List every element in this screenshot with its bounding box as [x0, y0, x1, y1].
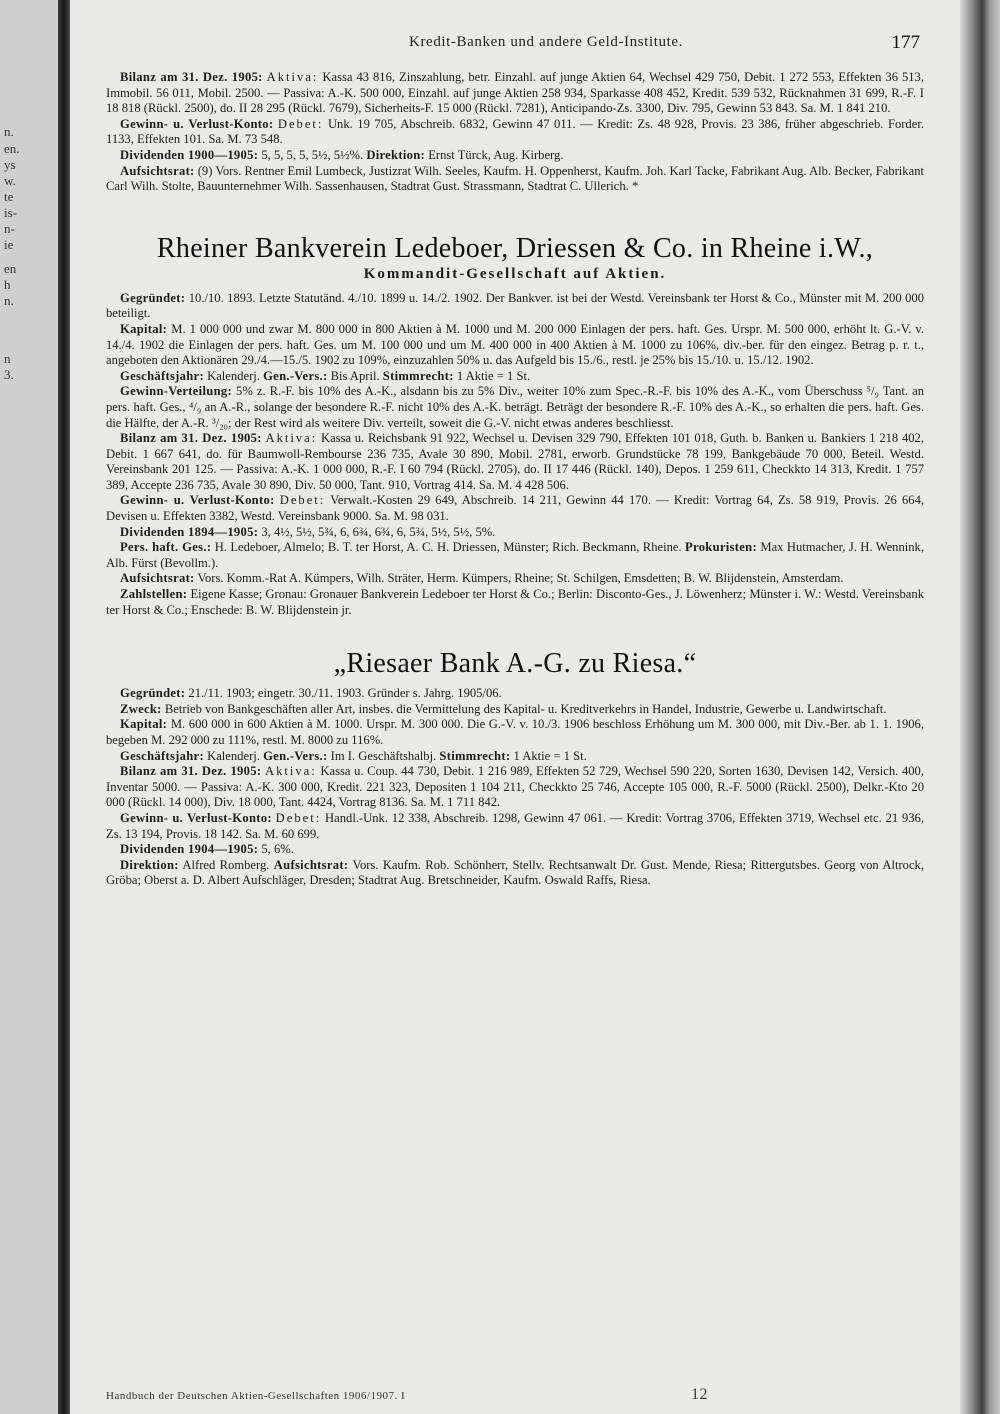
left-fragment: h [4, 277, 11, 292]
bilanz-paragraph [106, 431, 924, 493]
stimm-label: Stimmrecht: [439, 748, 511, 763]
left-fragment: w. [4, 173, 16, 188]
prok-text: Max Hutmacher, J. H. Wennink, Alb. Fürst (Bevollm.). [106, 540, 925, 570]
aufsicht-text: (9) Vors. Rentner Emil Lumbeck, Justizrat Wilh. Seeles, Kaufm. H. Oppenherst, Kaufm. Joh. Karl Tacke, Fabrikant Aug. Alb. Becker, Fabrikant Carl Wilh. Stolte, Bauunternehmer Wilh. Sassenhausen, Stadtrat Gust. Strassmann, Stadtrat C. Ullerich. * [106, 163, 924, 194]
gj-text: Kalenderj. [207, 748, 260, 763]
direktion-paragraph [106, 858, 924, 889]
left-fragment: ie [4, 237, 14, 252]
running-head: Kredit-Banken und andere Geld-Institute. [409, 34, 683, 50]
gegruendet-label: Gegründet: [120, 290, 186, 305]
div-text: 5, 6%. [261, 842, 294, 857]
aufsicht-text: Vors. Kaufm. Rob. Schönherr, Stellv. Rechtsanwalt Dr. Gust. Mende, Riesa; Rittergutsbes. Georg von Altrock, Gröba; Oberst a. D. Albert Aufschläger, Dresden; Stadtrat Aug. Bretschneider, Kaufm. Oswald Raffs, Riesa. [106, 857, 924, 888]
zahl-text: Eigene Kasse; Gronau: Gronauer Bankverein Ledeboer ter Horst & Co.; Berlin: Disconto-Ges., J. Löwenherz; Münster i. W.: Westd. Vereinsbank ter Horst & Co.; Enschede: B. W. Blijdenstein jr. [106, 587, 924, 617]
div-paragraph [106, 148, 924, 164]
gegruendet-paragraph [106, 686, 924, 702]
gj-paragraph [106, 369, 924, 385]
bilanz-label: Bilanz am 31. Dez. 1905: [120, 70, 263, 84]
gv-paragraph [106, 811, 924, 842]
div-text: 5, 5, 5, 5, 5½, 5½%. [261, 147, 364, 162]
entry-riesaer-bank [106, 648, 924, 889]
zweck-text: Betrieb von Bankgeschäften aller Art, insbes. die Vermittelung des Kapital- u. Kreditverkehrs in Handel, Industrie, Gewerbe u. Landwirtschaft. [164, 701, 887, 716]
entry-title: „Riesaer Bank A.-G. zu Riesa.“ [333, 648, 697, 680]
aufsicht-label: Aufsichtsrat: [120, 163, 195, 178]
gv-text: Unk. 19 705, Abschreib. 6832, Gewinn 47 011. — Kredit: Zs. 48 928, Provis. 23 386, früher abgeschrieb. Forder. 1133, Effekten 101. Sa. M. 73 548. [106, 116, 924, 147]
aufsicht-label: Aufsichtsrat: [273, 857, 349, 872]
gv-paragraph [106, 117, 924, 148]
kapital-text: M. 1 000 000 und zwar M. 800 000 in 800 Aktien à M. 1000 und M. 200 000 Einlagen der pers. haft. Ges. Urspr. M. 500 000, erhöht lt. G.-V. v. 14./4. 1902 die Einlagen der pers. haft. Ges. um M. 100 000 und um M. 400 000 in 400 Aktien à M. 1000 zu 106%, div.-ber. für den eingez. Betrag p. r. t., angeboten den Aktionären 29./4.—15./5. 1902 zu 109%, einzuzahlen 50% u. das Aufgeld bis 15./6., restl. je 25% bis 15./10. u. 15./12. 1902. [106, 321, 924, 368]
left-fragment: is- [4, 205, 17, 220]
zahl-paragraph [106, 587, 924, 618]
div-paragraph [106, 842, 924, 858]
aufsicht-paragraph [106, 164, 924, 195]
zweck-paragraph [106, 702, 924, 718]
bilanz-text: Kassa u. Coup. 44 730, Debit. 1 216 989, Effekten 52 729, Wechsel 590 220, Sorten 1630, Devisen 142, Versich. 400, Inventar 5000. — Passiva: A.-K. 300 000, Kredit. 221 323, Depositen 1 104 211, Checkkto 25 746, Accepte 105 000, R.-F. 5000 (Rückl. 2500), Delkr.-Kto 20 000 (Rückl. 14 000), Div. 18 000, Tant. 4424, Vortrag 8136. Sa. M. 1 711 842. [106, 764, 924, 810]
gv-label: Gewinn- u. Verlust-Konto: [120, 810, 272, 825]
left-fragment: n- [4, 221, 15, 236]
left-fragment: en. [4, 141, 20, 156]
left-fragment: n. [4, 293, 14, 308]
entry-continuation [106, 70, 924, 195]
gj-text: Kalenderj. [207, 368, 260, 383]
gegruendet-paragraph [106, 291, 924, 322]
prok-label: Prokuristen: [685, 540, 757, 555]
pers-text: H. Ledeboer, Almelo; B. T. ter Horst, A. C. H. Driessen, Münster; Rich. Beckmann, Rheine. [214, 540, 682, 555]
direktion-label: Direktion: [120, 857, 179, 872]
page-stack-edge [960, 0, 1000, 1414]
stimm-text: 1 Aktie = 1 St. [513, 748, 587, 763]
book-page [70, 0, 960, 1414]
gv-paragraph [106, 493, 924, 524]
direktion-text: Ernst Türck, Aug. Kirberg. [428, 147, 564, 162]
genvers-text: Im I. Geschäftshalbj. [330, 748, 437, 763]
kapital-text: M. 600 000 in 600 Aktien à M. 1000. Urspr. M. 300 000. Die G.-V. v. 10./3. 1906 beschloss Erhöhung um M. 300 000, mit Div.-Ber. ab 1. 1. 1906, begeben M. 292 000 zu 111%, restl. M. 8000 zu 116%. [106, 717, 924, 747]
left-fragment: en [4, 261, 17, 276]
kapital-paragraph [106, 322, 924, 369]
div-label: Dividenden 1900—1905: [120, 147, 259, 162]
zweck-label: Zweck: [120, 701, 162, 716]
bilanz-text: Kassa 43 816, Zinszahlung, betr. Einzahl. auf junge Aktien 64, Wechsel 429 750, Debit. 1 272 553, Effekten 36 513, Immobil. 56 011, Mobil. 2500. — Passiva: A.-K. 500 000, Einzahl. auf junge Aktien 258 934, Sparkasse 408 452, Kredit. 539 532, Rücknahmen 31 699, R.-F. I 18 818 (Rückl. 2500), do. II 28 295 (Rückl. 7679), Sicherheits-F. 15 000 (Rückl. 7281), Anticipando-Zs. 3300, Div. 795, Gewinn 53 843. Sa. M. 1 841 210. [106, 70, 924, 116]
aufsicht-text: Vors. Komm.-Rat A. Kümpers, Wilh. Sträter, Herm. Kümpers, Rheine; St. Schilgen, Emsdetten; B. W. Blijdenstein, Amsterdam. [197, 571, 844, 586]
gj-paragraph [106, 749, 924, 765]
entry-title: Rheiner Bankverein Ledeboer, Driessen & Co. in Rheine i.W., [156, 232, 874, 264]
genvers-text: Bis April. [330, 368, 380, 383]
stimm-label: Stimmrecht: [382, 368, 454, 383]
bilanz-text: Kassa u. Reichsbank 91 922, Wechsel u. Devisen 329 790, Effekten 101 018, Guth. b. Banken u. Bankiers 1 218 402, Debit. 1 667 641, do. für Baumwoll-Rembourse 236 735, Avale 30 890, Mobil. 2781, erworb. Grundstücke 78 199, Bankgebäude 70 000, Beteil. Westd. Vereinsbank 201 125. — Passiva: A.-K. 1 000 000, R.-F. I 60 794 (Rückl. 2705), do. II 17 446 (Rückl. 140), Depos. 1 259 611, Checkkto 14 313, Kredit. 1 757 389, Accepte 236 735, Avale 30 890, Div. 50 000, Tant. 910, Vortrag 414. Sa. M. 4 428 506. [106, 431, 924, 492]
gegruendet-label: Gegründet: [120, 686, 186, 701]
entry-rheiner-bankverein [106, 233, 924, 618]
left-fragment: n [4, 351, 11, 366]
div-text: 3, 4½, 5½, 5¾, 6, 6¾, 6¾, 6, 5¾, 5½, 5½, 5%. [261, 524, 496, 539]
debet-label: Debet: [275, 810, 322, 825]
bilanz-paragraph [106, 764, 924, 811]
book-gutter [58, 0, 70, 1414]
aktiva-label: Aktiva: [265, 431, 318, 446]
gv-text: Handl.-Unk. 12 338, Abschreib. 1298, Gewinn 47 061. — Kredit: Vortrag 3706, Effekten 3719, Wechsel etc. 21 936, Zs. 13 194, Provis. 18 142. Sa. M. 60 699. [106, 810, 925, 841]
stimm-text: 1 Aktie = 1 St. [456, 368, 531, 383]
entry-subtitle: Kommandit-Gesellschaft auf Aktien. [363, 265, 667, 282]
zahl-label: Zahlstellen: [120, 587, 188, 602]
debet-label: Debet: [277, 116, 324, 131]
div-paragraph [106, 525, 924, 541]
signature-mark: 12 [691, 1386, 708, 1403]
direktion-label: Direktion: [366, 147, 426, 162]
bilanz-paragraph [106, 70, 924, 117]
left-fragment: te [4, 189, 14, 204]
genvers-label: Gen.-Vers.: [263, 748, 328, 763]
aufsicht-paragraph [106, 571, 924, 587]
genvers-label: Gen.-Vers.: [263, 368, 328, 383]
page-body [106, 70, 924, 889]
gv-text: Verwalt.-Kosten 29 649, Abschreib. 14 211, Gewinn 44 170. — Kredit: Vortrag 64, Zs. 58 919, Provis. 26 664, Devisen u. Effekten 3382, Westd. Vereinsbank 9000. Sa. M. 98 031. [106, 493, 925, 524]
debet-label: Debet: [279, 493, 326, 508]
kapital-paragraph [106, 717, 924, 748]
gewv-paragraph [106, 384, 924, 431]
aufsicht-label: Aufsichtsrat: [120, 571, 195, 586]
direktion-text: Alfred Romberg. [182, 857, 270, 872]
footer-text: Handbuch der Deutschen Aktien-Gesellschaften 1906/1907. I [106, 1390, 406, 1402]
div-label: Dividenden 1904—1905: [120, 842, 259, 857]
bilanz-label: Bilanz am 31. Dez. 1905: [120, 764, 262, 779]
kapital-label: Kapital: [120, 321, 168, 336]
pers-paragraph [106, 540, 924, 571]
pers-label: Pers. haft. Ges.: [120, 540, 212, 555]
left-fragment: ys [4, 157, 16, 172]
gegruendet-text: 10./10. 1893. Letzte Statutänd. 4./10. 1899 u. 14./2. 1902. Der Bankver. ist bei der Westd. Vereinsbank ter Horst & Co., Münster mit M. 200 000 beteiligt. [106, 290, 924, 321]
kapital-label: Kapital: [120, 717, 168, 732]
gegruendet-text: 21./11. 1903; eingetr. 30./11. 1903. Gründer s. Jahrg. 1905/06. [188, 686, 502, 701]
left-fragment: n. [4, 124, 14, 139]
left-fragment: 3. [4, 367, 14, 382]
gv-label: Gewinn- u. Verlust-Konto: [120, 116, 274, 131]
gj-label: Geschäftsjahr: [120, 368, 204, 383]
page-number: 177 [891, 32, 920, 53]
gewv-label: Gewinn-Verteilung: [120, 384, 232, 399]
aktiva-label: Aktiva: [266, 70, 319, 84]
page-footer [106, 1386, 924, 1403]
aktiva-label: Aktiva: [264, 764, 317, 779]
gj-label: Geschäftsjahr: [120, 748, 204, 763]
left-page-edge [0, 0, 58, 1414]
bilanz-label: Bilanz am 31. Dez. 1905: [120, 431, 262, 446]
gewv-text: 5% z. R.-F. bis 10% des A.-K., alsdann bis zu 5% Div., weiter 10% zum Spec.-R.-F. bis 10% des A.-K., vom Überschuss ⁵/₉ Tant. an pers. haft. Ges., ⁴/₉ an A.-R., solange der besondere R.-F. nicht 10% des A.-K. beträgt. Beträgt der besondere R.-F. 10% des A.-K., so erhalten die pers. haft. Ges. die Hälfte, der A.-R. ³/₂₀; der Rest wird als weitere Div. verteilt, soweit die G.-V. nicht etwas anderes beschliesst. [106, 384, 924, 430]
div-label: Dividenden 1894—1905: [120, 524, 259, 539]
gv-label: Gewinn- u. Verlust-Konto: [120, 493, 275, 508]
